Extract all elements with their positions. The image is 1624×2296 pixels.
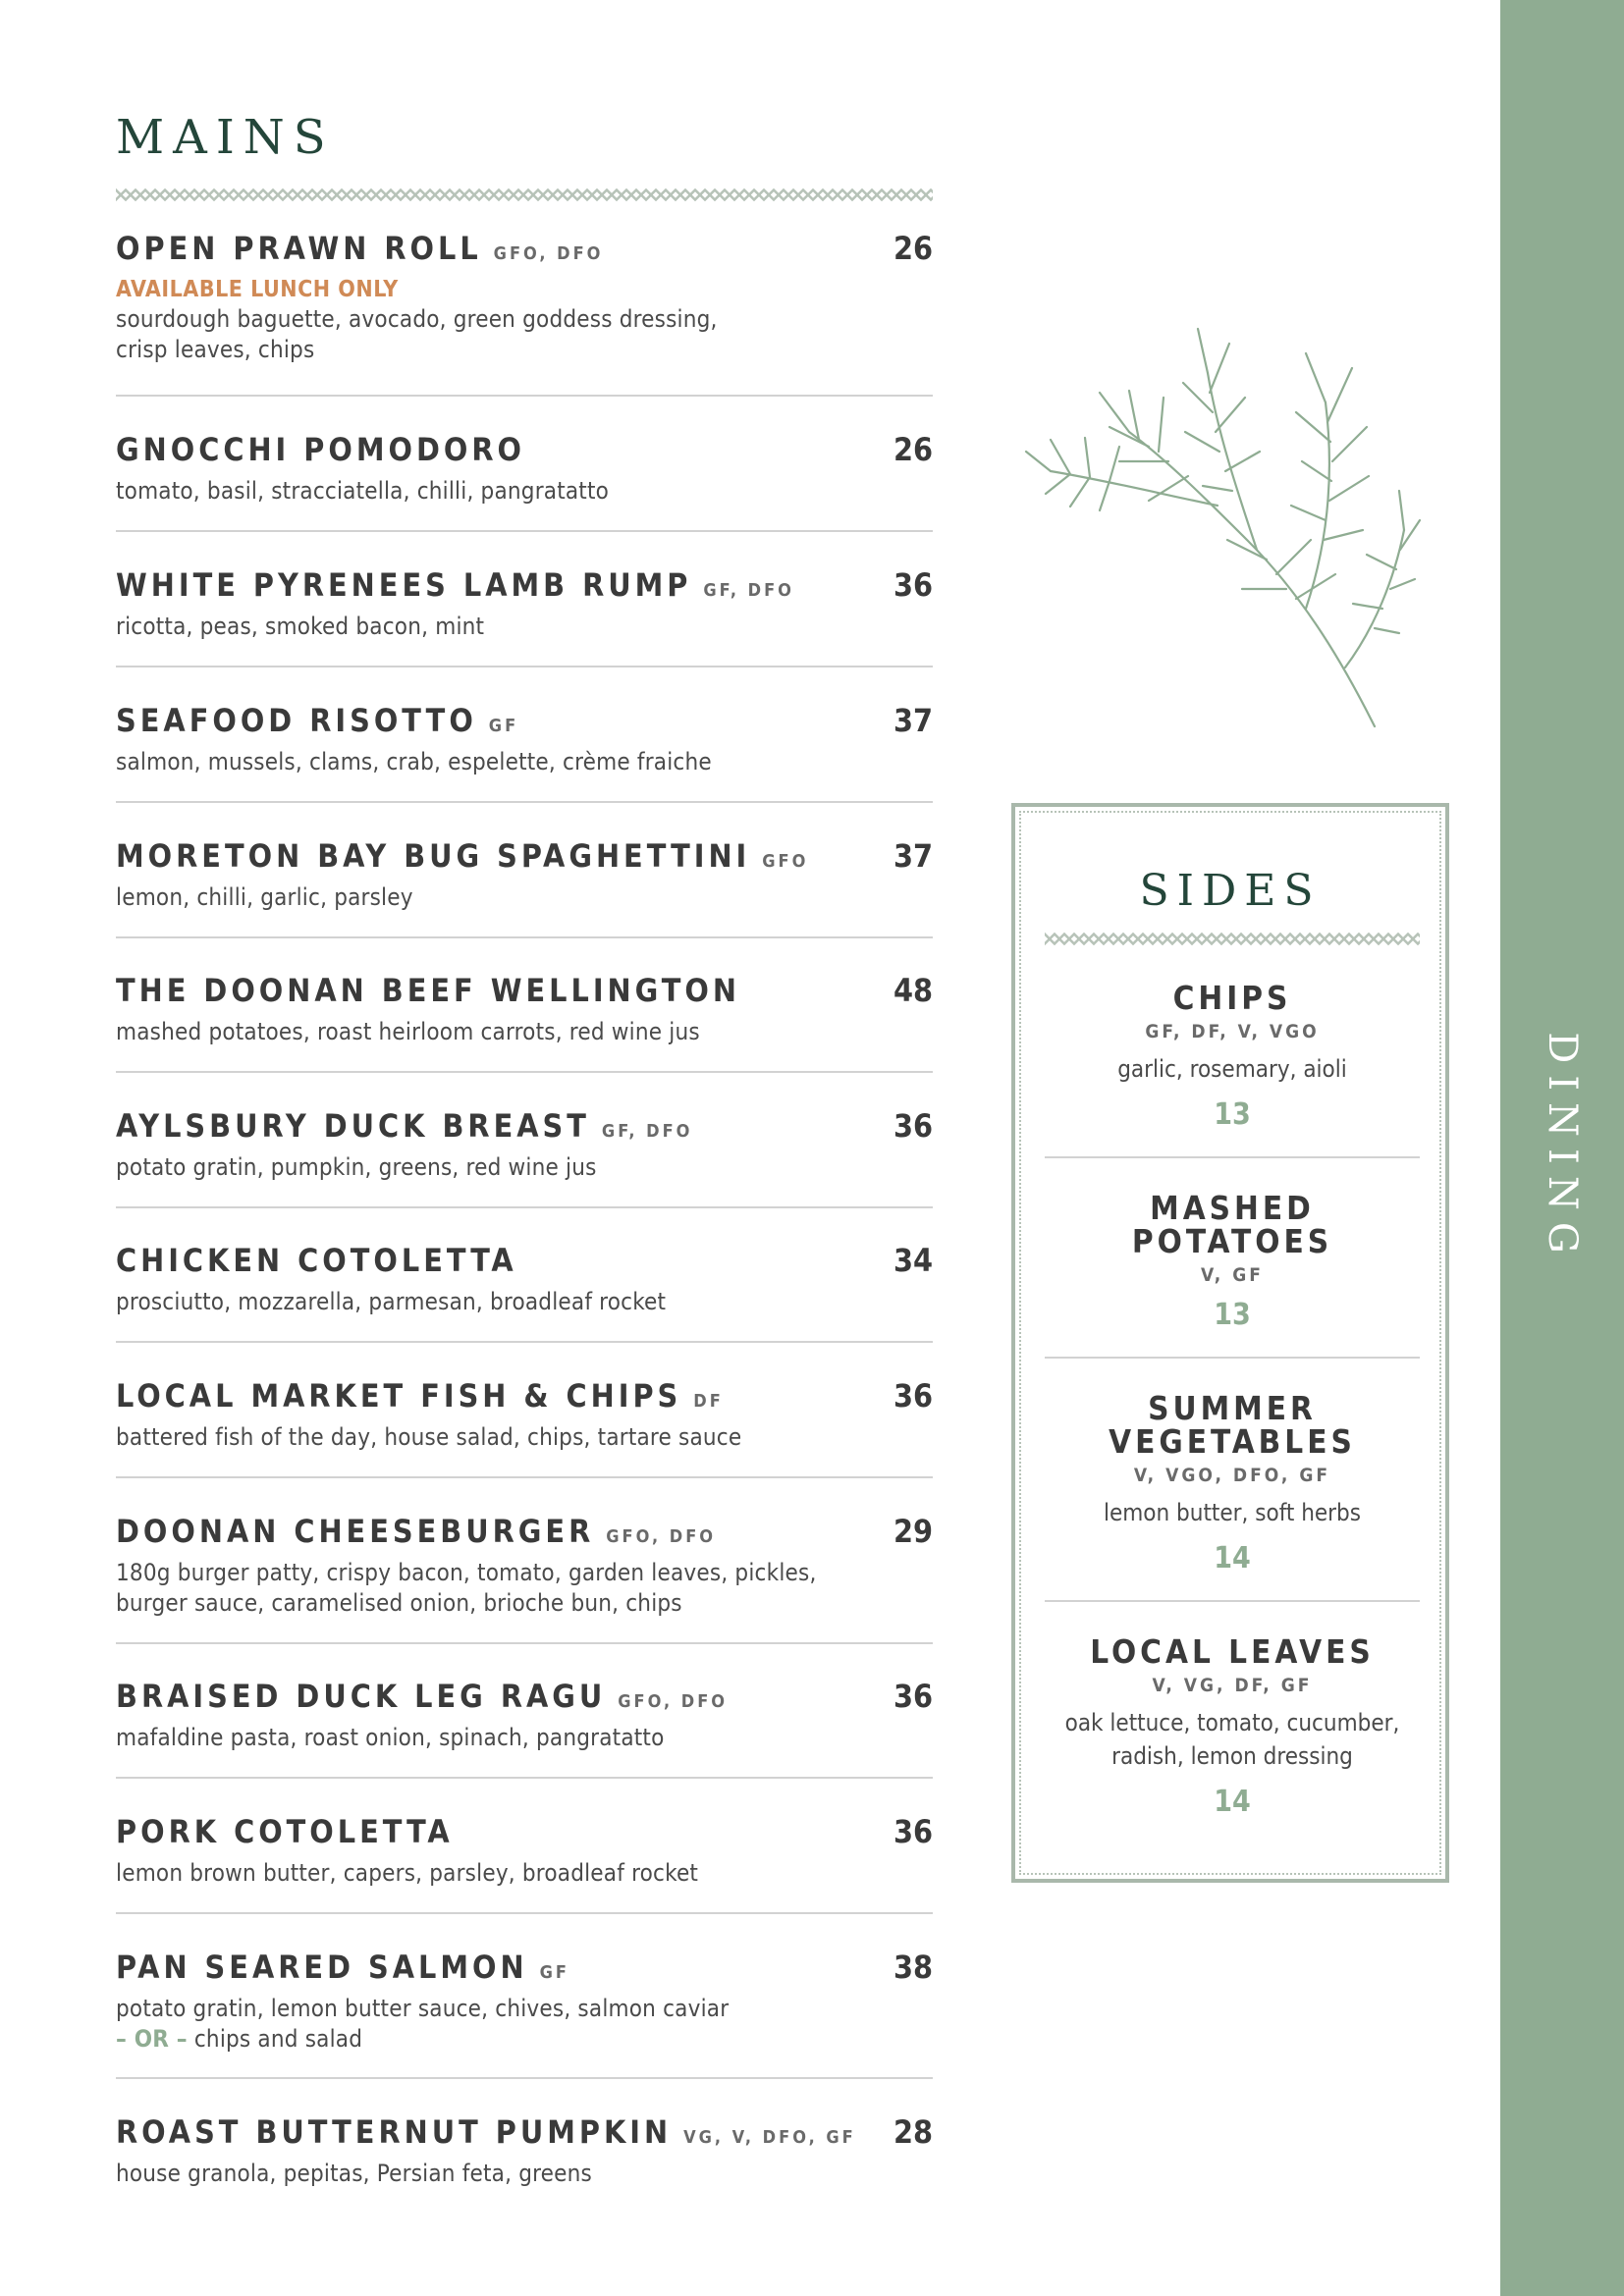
item-divider bbox=[116, 395, 933, 397]
item-divider bbox=[116, 1476, 933, 1478]
item-name: BRAISED DUCK LEG RAGU bbox=[116, 1678, 607, 1715]
item-divider bbox=[116, 1071, 933, 1073]
item-description: house granola, pepitas, Persian feta, greens bbox=[116, 2160, 592, 2187]
item-price: 38 bbox=[893, 1949, 933, 1986]
item-tags: GFO, DFO bbox=[606, 1526, 717, 1547]
item-name: GNOCCHI POMODORO bbox=[116, 431, 525, 468]
item-tags: DF bbox=[693, 1391, 724, 1412]
side-item bbox=[1045, 1389, 1420, 1575]
item-price: 48 bbox=[893, 972, 933, 1009]
or-separator: – OR – bbox=[116, 2025, 188, 2053]
item-description: sourdough baguette, avocado, green goddess dressing, bbox=[116, 305, 718, 333]
section-label: DINING bbox=[1540, 1032, 1585, 1265]
item-tags: GF bbox=[539, 1962, 569, 1983]
side-price: 13 bbox=[1214, 1298, 1251, 1332]
side-name: VEGETABLES bbox=[1109, 1422, 1356, 1461]
side-tags: GF, DF, V, VGO bbox=[1145, 1021, 1320, 1042]
herb-sprig-illustration bbox=[1011, 314, 1424, 746]
item-description: prosciutto, mozzarella, parmesan, broadleaf rocket bbox=[116, 1288, 667, 1315]
item-description: battered fish of the day, house salad, chips, tartare sauce bbox=[116, 1423, 742, 1451]
item-divider bbox=[116, 936, 933, 938]
item-description: 180g burger patty, crispy bacon, tomato, garden leaves, pickles, bbox=[116, 1559, 817, 1586]
side-tags: V, VGO, DFO, GF bbox=[1133, 1465, 1331, 1486]
item-divider bbox=[116, 1341, 933, 1343]
item-name: DOONAN CHEESEBURGER bbox=[116, 1513, 595, 1550]
side-name: MASHED bbox=[1150, 1189, 1315, 1227]
item-name: ROAST BUTTERNUT PUMPKIN bbox=[116, 2113, 673, 2151]
item-description: lemon, chilli, garlic, parsley bbox=[116, 883, 413, 911]
item-name: MORETON BAY BUG SPAGHETTINI bbox=[116, 837, 751, 875]
side-divider bbox=[1045, 1600, 1420, 1602]
side-item bbox=[1045, 1632, 1420, 1819]
menu-item bbox=[116, 700, 933, 777]
item-description: ricotta, peas, smoked bacon, mint bbox=[116, 613, 485, 640]
side-description: lemon butter, soft herbs bbox=[1103, 1499, 1362, 1526]
item-description: mafaldine pasta, roast onion, spinach, pangratatto bbox=[116, 1724, 665, 1751]
item-description: mashed potatoes, roast heirloom carrots, red wine jus bbox=[116, 1018, 700, 1045]
side-divider bbox=[1045, 1156, 1420, 1158]
mains-divider bbox=[116, 187, 933, 201]
item-price: 29 bbox=[893, 1513, 933, 1550]
menu-item bbox=[116, 835, 933, 913]
item-price: 37 bbox=[893, 837, 933, 875]
item-tags: GF, DFO bbox=[703, 580, 794, 601]
item-name: PAN SEARED SALMON bbox=[116, 1949, 528, 1986]
item-price: 36 bbox=[893, 1377, 933, 1415]
side-item bbox=[1045, 1189, 1420, 1332]
item-name: SEAFOOD RISOTTO bbox=[116, 702, 477, 739]
item-divider bbox=[116, 530, 933, 532]
menu-item bbox=[116, 1676, 933, 1753]
menu-item bbox=[116, 564, 933, 642]
side-divider bbox=[1045, 1357, 1420, 1359]
item-description: potato gratin, lemon butter sauce, chives, salmon caviar bbox=[116, 1995, 730, 2022]
item-price: 26 bbox=[893, 230, 933, 267]
side-name: LOCAL LEAVES bbox=[1090, 1632, 1375, 1671]
menu-item bbox=[116, 1947, 933, 2055]
item-description: salmon, mussels, clams, crab, espelette, crème fraiche bbox=[116, 748, 712, 775]
item-availability-note: AVAILABLE LUNCH ONLY bbox=[116, 277, 399, 302]
side-price: 14 bbox=[1214, 1785, 1251, 1819]
item-tags: VG, V, DFO, GF bbox=[683, 2127, 856, 2148]
item-description: crisp leaves, chips bbox=[116, 336, 315, 363]
side-description: radish, lemon dressing bbox=[1111, 1742, 1353, 1770]
side-item bbox=[1045, 979, 1420, 1132]
item-divider bbox=[116, 666, 933, 667]
menu-item bbox=[116, 228, 933, 365]
item-divider bbox=[116, 1206, 933, 1208]
sides-panel bbox=[1011, 803, 1449, 1883]
sides-divider bbox=[1045, 932, 1420, 945]
side-tags: V, GF bbox=[1201, 1264, 1264, 1286]
menu-item bbox=[116, 429, 933, 507]
menu-item bbox=[116, 970, 933, 1047]
item-name: AYLSBURY DUCK BREAST bbox=[116, 1107, 590, 1145]
dining-sidebar bbox=[1500, 0, 1624, 2296]
item-tags: GF, DFO bbox=[601, 1121, 693, 1142]
item-price: 36 bbox=[893, 1813, 933, 1850]
item-divider bbox=[116, 1912, 933, 1914]
item-price: 28 bbox=[893, 2113, 933, 2151]
item-price: 37 bbox=[893, 702, 933, 739]
item-name: CHICKEN COTOLETTA bbox=[116, 1242, 517, 1279]
item-price: 36 bbox=[893, 1107, 933, 1145]
menu-item bbox=[116, 1375, 933, 1453]
side-description: oak lettuce, tomato, cucumber, bbox=[1064, 1709, 1400, 1736]
item-description: burger sauce, caramelised onion, brioche bun, chips bbox=[116, 1589, 682, 1617]
item-alt-description: chips and salad bbox=[193, 2025, 363, 2053]
item-divider bbox=[116, 2077, 933, 2079]
item-tags: GFO, DFO bbox=[493, 243, 604, 264]
item-name: LOCAL MARKET FISH & CHIPS bbox=[116, 1377, 682, 1415]
sides-title: SIDES bbox=[1139, 866, 1322, 916]
item-divider bbox=[116, 801, 933, 803]
item-name: OPEN PRAWN ROLL bbox=[116, 230, 482, 267]
item-description: tomato, basil, stracciatella, chilli, pangratatto bbox=[116, 477, 610, 505]
menu-item bbox=[116, 1811, 933, 1889]
item-price: 26 bbox=[893, 431, 933, 468]
item-divider bbox=[116, 1642, 933, 1644]
item-tags: GFO, DFO bbox=[618, 1691, 729, 1712]
item-description: lemon brown butter, capers, parsley, broadleaf rocket bbox=[116, 1859, 699, 1887]
side-name: SUMMER bbox=[1148, 1389, 1317, 1427]
item-tags: GFO bbox=[762, 851, 809, 872]
item-price: 34 bbox=[893, 1242, 933, 1279]
side-tags: V, VG, DF, GF bbox=[1152, 1675, 1313, 1696]
item-price: 36 bbox=[893, 566, 933, 604]
side-name: CHIPS bbox=[1172, 979, 1292, 1017]
side-price: 13 bbox=[1214, 1097, 1251, 1132]
side-name: POTATOES bbox=[1131, 1222, 1333, 1260]
item-price: 36 bbox=[893, 1678, 933, 1715]
side-price: 14 bbox=[1214, 1541, 1251, 1575]
item-tags: GF bbox=[488, 716, 519, 736]
item-name: PORK COTOLETTA bbox=[116, 1813, 454, 1850]
menu-item bbox=[116, 1105, 933, 1183]
item-name: THE DOONAN BEEF WELLINGTON bbox=[116, 972, 740, 1009]
mains-title: MAINS bbox=[116, 110, 335, 165]
item-description: potato gratin, pumpkin, greens, red wine jus bbox=[116, 1153, 597, 1181]
item-divider bbox=[116, 1777, 933, 1779]
menu-item bbox=[116, 1240, 933, 1317]
side-description: garlic, rosemary, aioli bbox=[1117, 1055, 1347, 1083]
menu-item bbox=[116, 1511, 933, 1619]
menu-item bbox=[116, 2111, 933, 2189]
item-name: WHITE PYRENEES LAMB RUMP bbox=[116, 566, 692, 604]
